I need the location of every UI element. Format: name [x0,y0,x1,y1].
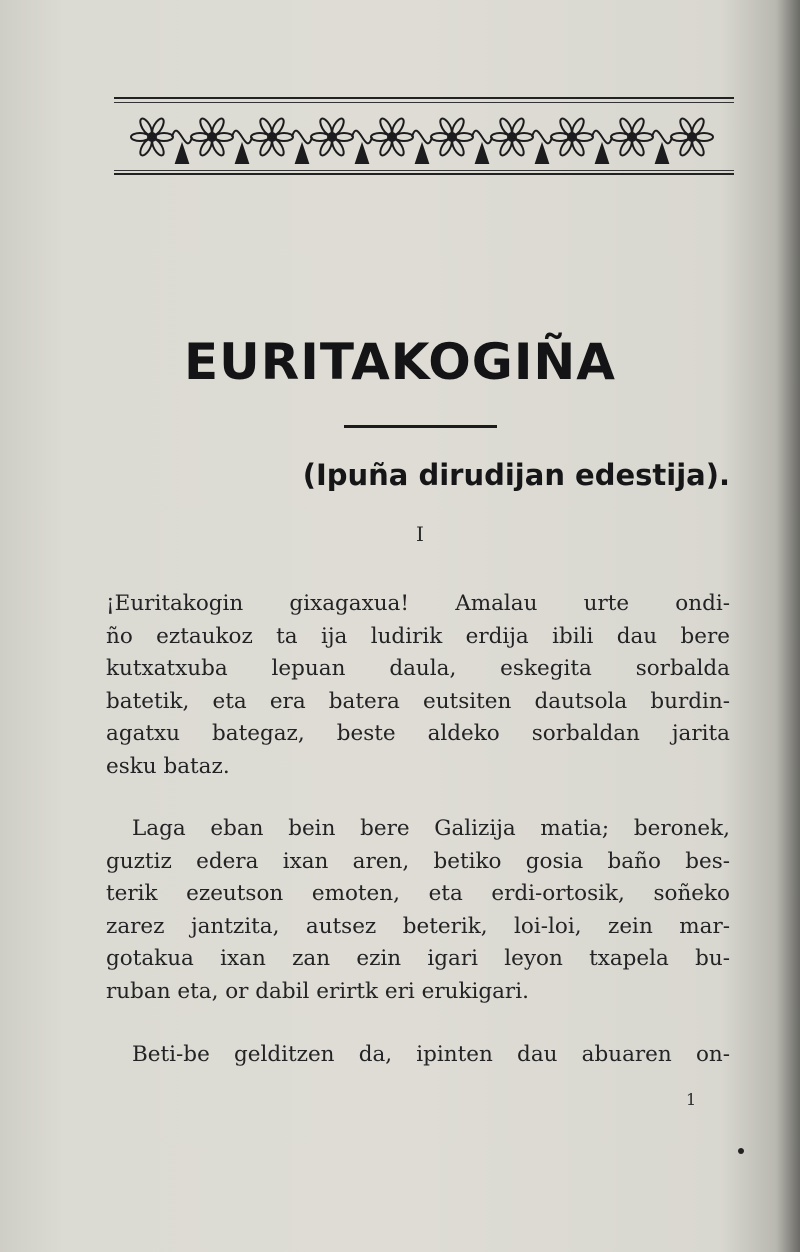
flower-ornament [191,117,252,163]
flower-ornament [311,117,372,163]
flower-ornament [251,117,312,163]
text-line: agatxu bategaz, beste aldeko sorbaldan jarita [106,721,730,747]
text-line: esku bataz. [106,753,230,779]
text-line: Laga eban bein bere Galizija matia; beronek, [132,816,730,841]
text-line: ruban eta, or dabil erirtk eri erukigari. [106,978,529,1004]
text-line: Beti-be gelditzen da, ipinten dau abuaren on- [132,1042,730,1067]
flower-ornament [671,117,713,157]
paragraph-3 [106,1039,730,1072]
decorative-floral-border [114,97,734,177]
paragraph-2 [106,813,730,1009]
text-line: kutxatxuba lepuan daula, eskegita sorbalda [106,656,730,682]
paragraph-1 [106,588,730,784]
text-line: ño eztaukoz ta ija ludirik erdija ibili dau bere [106,623,730,649]
chapter-number: I [416,522,424,546]
flower-ornament [431,117,492,163]
title-underline [344,425,497,428]
text-line: guztiz edera ixan aren, betiko gosia baño bes- [106,848,730,874]
flower-ornament [551,117,612,163]
page-number: 1 [686,1090,697,1109]
ink-speck [738,1148,744,1154]
flower-ornament [131,117,192,163]
page-title: EURITAKOGIÑA [184,333,616,391]
text-line: batetik, eta era batera eutsiten dautsola burdin- [106,688,730,714]
flower-ornament [491,117,552,163]
text-line: terik ezeutson emoten, eta erdi-ortosik, soñeko [106,881,730,907]
flower-ornament [611,117,672,163]
text-line: gotakua ixan zan ezin igari leyon txapela bu- [106,946,730,972]
text-line: zarez jantzita, autsez beterik, loi-loi, zein mar- [106,913,730,939]
flower-ornament [371,117,432,163]
text-line: ¡Euritakogin gixagaxua! Amalau urte ondi- [106,591,730,616]
subtitle: (Ipuña dirudijan edestija). [302,458,730,492]
